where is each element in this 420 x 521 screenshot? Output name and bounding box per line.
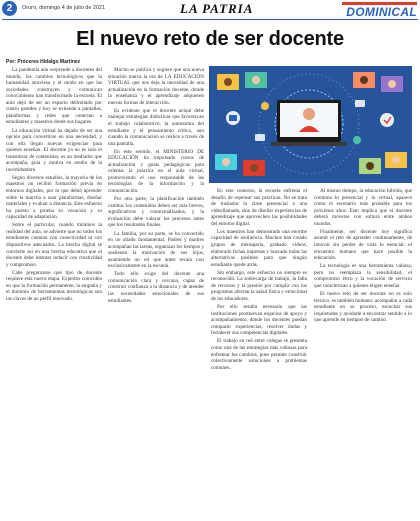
newspaper-name: LA PATRIA bbox=[180, 1, 254, 16]
article-paragraph: Sobre el particular, cuando miramos la realidad del aula, se advierte que no todos los estudiantes cuentan con conectividad ni con dispositivos adecuados. La brecha digital se convierte así en una brecha educativa que el docente debe intentar reducir con creatividad y compromiso. bbox=[6, 222, 102, 268]
article-paragraph: Cabe preguntarse qué tipo de docente requiere esta nueva etapa. Expertos coinciden en que la formación permanente, la empatía y el dominio de herramientas tecnológicas son las claves de un perfil renovado. bbox=[6, 269, 102, 302]
article-paragraph: El trabajo en red entre colegas se presenta como una de las estrategias más valiosas para enfrentar los cambios, pues permite construir colectivamente soluciones a problemas comunes. bbox=[211, 338, 307, 371]
article-column-3 bbox=[211, 188, 307, 517]
article-paragraph: En este contexto, la escuela enfrenta el desafío de repensar sus prácticas. No se trata de trasladar la clase presencial a una videollamada, sino de diseñar experiencias de aprendizaje que aprovechen las posibilidades del entorno digital. bbox=[211, 188, 307, 227]
article-paragraph: Sin embargo, este esfuerzo no siempre es reconocido. La sobrecarga de trabajo, la falta de recursos y la presión por cumplir con los programas afectan la salud física y emocional de los educadores. bbox=[211, 269, 307, 302]
article-paragraph: En este sentido, el MINISTERIO DE EDUCACIÓN ha impulsado cursos de actualización y guías pedagógicas para orientar la práctica en el aula virtual, promoviendo el uso responsable de las tecnologías de la información y la comunicación. bbox=[108, 148, 204, 195]
page-number: 2 bbox=[2, 1, 17, 16]
article-paragraph: La pandemia aún sorprende a docentes del mundo, los cambios tecnológicos que la humanidad atraviesa y el modo en que las sociedades construyen y comunican conocimiento han transformado la escuela. El aula dejó de ser un espacio delimitado por cuatro paredes y hoy se extiende a pantallas, plataformas y redes que conectan a estudiantes y maestros desde sus hogares. bbox=[6, 67, 102, 126]
article-column-2 bbox=[108, 67, 204, 517]
article-paragraph: Al mismo tiempo, la educación híbrida, que combina lo presencial y lo virtual, aparece como el escenario más probable para los próximos años. Esto implica que el docente deberá moverse con soltura entre ambos mundos. bbox=[314, 188, 412, 227]
article-paragraph: Es evidente que el docente actual debe manejar estrategias didácticas que favorezcan el trabajo colaborativo, la autonomía del estudiante y el pensamiento crítico, aun cuando la comunicación se realice a través de una pantalla. bbox=[108, 107, 204, 147]
article-paragraph: Según diversos estudios, la mayoría de los maestros no recibió formación previa en entornos digitales, por lo que debió aprender sobre la marcha a usar plataformas, diseñar materiales y evaluar a distancia. Este esfuerzo ha puesto a prueba su vocación y su capacidad de adaptación. bbox=[6, 174, 102, 221]
online-learning-illustration bbox=[209, 66, 412, 183]
article-paragraph: La familia, por su parte, se ha convertido en un aliado fundamental. Padres y madres acompañan las tareas, organizan los tiempos y sostienen la motivación de sus hijos, asumiendo un rol que antes recaía casi exclusivamente en la escuela. bbox=[108, 230, 204, 270]
article-column-1 bbox=[6, 67, 102, 517]
section-name: DOMINICAL bbox=[346, 5, 417, 19]
article-paragraph: El nuevo reto de ser docente no es solo técnico, es también humano: acompañar a cada estudiante en su proceso, escuchar sus inquietudes y ayudarle a encontrar sentido a lo que aprende en tiempos de cambio. bbox=[314, 290, 412, 324]
article-paragraph: Los maestros han demostrado una enorme capacidad de resiliencia. Muchos han creado grupos de mensajería, grabado videos, elaborado fichas impresas y buscado todas las alternativas posibles para que ningún estudiante quede atrás. bbox=[211, 228, 307, 268]
article-paragraph: La educación virtual ha dejado de ser una opción para convertirse en una necesidad, y con ella llegan nuevas exigencias para quienes enseñan. El docente ya no es solo el transmisor de contenidos; es un mediador que acompaña, guía y motiva en medio de la incertidumbre. bbox=[6, 127, 102, 173]
article-title: El nuevo reto de ser docente bbox=[76, 28, 344, 50]
article-paragraph: Mucho se publica y sugiere que una nueva situación marca la era de LA EDUCACIÓN VIRTUAL que nos deja la necesidad de una actualización en la formación docente, donde la enseñanza y el aprendizaje adquieren nuevas formas de interacción. bbox=[108, 67, 204, 106]
article-paragraph: Por otra parte, la planificación también cambia: los contenidos deben ser más breves, significativos y contextualizados, y la evaluación debe valorar los procesos antes que los resultados finales. bbox=[108, 196, 204, 229]
article-paragraph: Por ello resulta necesario que las instituciones promuevan espacios de apoyo y acompañamiento, donde los docentes puedan compartir experiencias, resolver dudas y fortalecer sus competencias digitales. bbox=[211, 304, 307, 337]
article-paragraph: La tecnología es una herramienta valiosa, pero no reemplaza la sensibilidad, el compromiso ético y la vocación de servicio que caracterizan a quienes eligen enseñar. bbox=[314, 263, 412, 289]
article-byline: Por: Próceres Hidalgo Martínez bbox=[6, 59, 81, 65]
article-paragraph: Todo ello exige del docente una comunicación clara y cercana, capaz de construir confianza a la distancia y de atender las necesidades emocionales de sus estudiantes. bbox=[108, 271, 204, 304]
section-label bbox=[342, 2, 417, 19]
article-column-4 bbox=[314, 188, 412, 517]
article-paragraph: Finalmente, ser docente hoy significa asumir el reto de aprender continuamente, de innovar sin perder de vista lo esencial: el encuentro humano que hace posible la educación. bbox=[314, 228, 412, 262]
dateline: Oruro, domingo 4 de julio de 2021 bbox=[22, 5, 106, 11]
masthead bbox=[0, 0, 420, 20]
masthead-rule bbox=[2, 19, 418, 20]
